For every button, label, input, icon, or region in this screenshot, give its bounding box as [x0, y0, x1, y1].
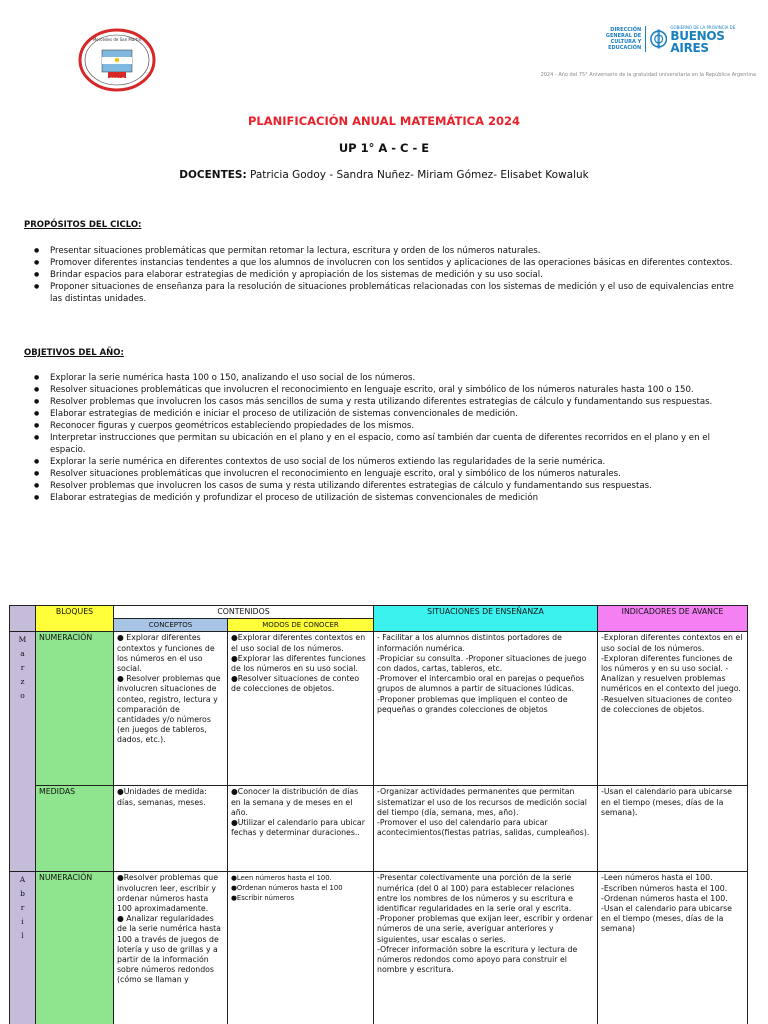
- list-item: ● Resolver problemas que involucren los casos de suma y resta utilizando diferentes estrategias de cálculo y fundamentando sus respuestas.: [24, 480, 746, 492]
- list-item: ● Elaborar estrategias de medición y profundizar el proceso de utilización de sistemas convencionales de medición: [24, 492, 746, 504]
- logo-divider: [645, 26, 646, 52]
- teachers-names: Patricia Godoy - Sandra Nuñez- Miriam Gómez- Elisabet Kowaluk: [250, 169, 589, 181]
- list-item: ● Explorar la serie numérica hasta 100 o 150, analizando el uso social de los números.: [24, 372, 746, 384]
- teachers-line: [0, 169, 768, 181]
- month-cell-april: A b r i l: [10, 872, 36, 1024]
- list-item: ● Brindar espacios para elaborar estrategias de medición y apropiación de los sistemas de medición y su uso social.: [24, 269, 746, 281]
- header-situations: SITUACIONES DE ENSEÑANZA: [374, 606, 598, 632]
- table-row: [10, 872, 748, 1024]
- government-logo: [584, 22, 754, 56]
- list-item: ● Elaborar estrategias de medición e iniciar el proceso de utilización de sistemas convencionales de medición.: [24, 408, 746, 420]
- province-emblem-icon: [650, 26, 667, 52]
- indicators-cell: -Leen números hasta el 100. -Escriben números hasta el 100. -Ordenan números hasta el 100. -Usan el calendario para ubicarse en el tiempo (meses, días de la semana): [598, 872, 748, 1024]
- list-item: ● Resolver problemas que involucren los casos más sencillos de suma y resta utilizando diferentes estrategias de cálculo y fundamentando sus respuestas.: [24, 396, 746, 408]
- situations-cell: - Facilitar a los alumnos distintos portadores de información numérica. -Propiciar su consulta. -Proponer situaciones de juego con dados, cartas, tableros, etc. -Promover el intercambio oral en parejas o pequeños grupos de alumnos a partir de situaciones lúdicas. -Proponer problemas que impliquen el conteo de pequeñas o grandes colecciones de objetos: [374, 632, 598, 786]
- concepts-cell: ● Explorar diferentes contextos y funciones de los números en el uso social. ● Resolver problemas que involucren situaciones de conteo, registro, lectura y comparación de cantidades y/o números (en juegos de tableros, dados, etc.).: [114, 632, 228, 786]
- purposes-heading: PROPÓSITOS DEL CICLO:: [24, 220, 142, 230]
- indicators-cell: -Exploran diferentes contextos en el uso social de los números. -Exploran diferentes funciones de los números y en su uso social. -Analizan y resuelven problemas numéricos en el contexto del juego. -Resuelven situaciones de conteo de colecciones de objetos.: [598, 632, 748, 786]
- list-item: ● Resolver situaciones problemáticas que involucren el reconocimiento en lenguaje escrito, oral y simbólico de los números naturales hasta 100 o 150.: [24, 384, 746, 396]
- indicators-cell: -Usan el calendario para ubicarse en el tiempo (meses, días de la semana).: [598, 786, 748, 872]
- month-cell-march: M a r z o: [10, 632, 36, 872]
- page-title: PLANIFICACIÓN ANUAL MATEMÁTICA 2024: [248, 114, 520, 128]
- objectives-list: [24, 372, 746, 504]
- block-cell: NUMERACIÓN: [36, 872, 114, 1024]
- header-indicators: INDICADORES DE AVANCE: [598, 606, 748, 632]
- situations-cell: -Presentar colectivamente una porción de la serie numérica (del 0 al 100) para establecer relaciones entre los nombres de los números y su escritura e identificar regularidades en la serie oral y escrita. -Proponer problemas que exijan leer, escribir y ordenar números de una serie, averiguar anteriores y siguientes, usar escalas o series. -Ofrecer información sobre la escritura y lectura de números redondos como apoyo para construir el nombre y escritura.: [374, 872, 598, 1024]
- list-item: ● Explorar la serie numérica en diferentes contextos de uso social de los números extiendo las regularidades de la serie numérica.: [24, 456, 746, 468]
- pba-small-label: GOBIERNO DE LA PROVINCIA DE: [670, 24, 736, 30]
- concepts-cell: ●Unidades de medida: días, semanas, meses.: [114, 786, 228, 872]
- block-cell: MEDIDAS: [36, 786, 114, 872]
- modes-cell: ●Explorar diferentes contextos en el uso social de los números. ●Explorar las diferentes funciones de los números en su uso social. ●Resolver situaciones de conteo de colecciones de objetos.: [228, 632, 374, 786]
- header-contents: CONTENIDOS: [114, 606, 374, 619]
- year-motto: 2024 - Año del 75° Aniversario de la gratuidad universitaria en la República Argentina: [540, 72, 756, 78]
- list-item: ● Reconocer figuras y cuerpos geométricos estableciendo propiedades de los mismos.: [24, 420, 746, 432]
- modes-cell: ●Leen números hasta el 100. ●Ordenan números hasta el 100 ●Escribir números: [228, 872, 374, 1024]
- block-cell: NUMERACIÓN: [36, 632, 114, 786]
- list-item: ● Proponer situaciones de enseñanza para la resolución de situaciones problemáticas relacionadas con los sistemas de medición y el uso de equivalencias entre las distintas unidades.: [24, 281, 746, 305]
- table-row: [10, 632, 748, 786]
- planning-table: [9, 605, 748, 1024]
- concepts-cell: ●Resolver problemas que involucren leer, escribir y ordenar números hasta 100 aproximadamente. ● Analizar regularidades de la serie numérica hasta 100 a través de juegos de lotería y uso de grillas y a partir de la información sobre números redondos (cómo se llaman y: [114, 872, 228, 1024]
- list-item: ● Interpretar instrucciones que permitan su ubicación en el plano y en el espacio, como así también dar cuenta de diferentes recorridos en el plano y en el espacio.: [24, 432, 746, 456]
- pba-big-label: BUENOS AIRES: [670, 28, 725, 55]
- header-modes: MODOS DE CONOCER: [228, 619, 374, 632]
- school-logo-subtext: EPB° 7: [109, 77, 125, 82]
- table-header-row: [10, 606, 748, 619]
- dgce-label: DIRECCIÓN GENERAL DE CULTURA Y EDUCACIÓN: [605, 27, 642, 51]
- header-concepts: CONCEPTOS: [114, 619, 228, 632]
- header-month: [10, 606, 36, 632]
- school-logo: [78, 28, 156, 92]
- modes-cell: ●Conocer la distribución de días en la semana y de meses en el año. ●Utilizar el calendario para ubicar fechas y determinar duraciones..: [228, 786, 374, 872]
- teachers-label: DOCENTES:: [179, 169, 247, 181]
- header-blocks: BLOQUES: [36, 606, 114, 632]
- table-row: [10, 786, 748, 872]
- objectives-heading: OBJETIVOS DEL AÑO:: [24, 348, 124, 358]
- school-logo-text: Mercedes de San Martín: [92, 37, 142, 42]
- list-item: ● Presentar situaciones problemáticas que permitan retomar la lectura, escritura y orden de los números naturales.: [24, 245, 746, 257]
- purposes-list: [24, 245, 746, 305]
- list-item: ● Promover diferentes instancias tendentes a que los alumnos de involucren con los sentidos y aplicaciones de las operaciones básicas en diferentes contextos.: [24, 257, 746, 269]
- page-subtitle: UP 1° A - C - E: [338, 141, 430, 155]
- situations-cell: -Organizar actividades permanentes que permitan sistematizar el uso de los recursos de medición social del tiempo (día, semana, mes, año). -Promover el uso del calendario para ubicar acontecimientos(fiestas patrias, salidas, cumpleaños).: [374, 786, 598, 872]
- list-item: ● Resolver situaciones problemáticas que involucren el reconocimiento en lenguaje escrito, oral y simbólico de los números naturales.: [24, 468, 746, 480]
